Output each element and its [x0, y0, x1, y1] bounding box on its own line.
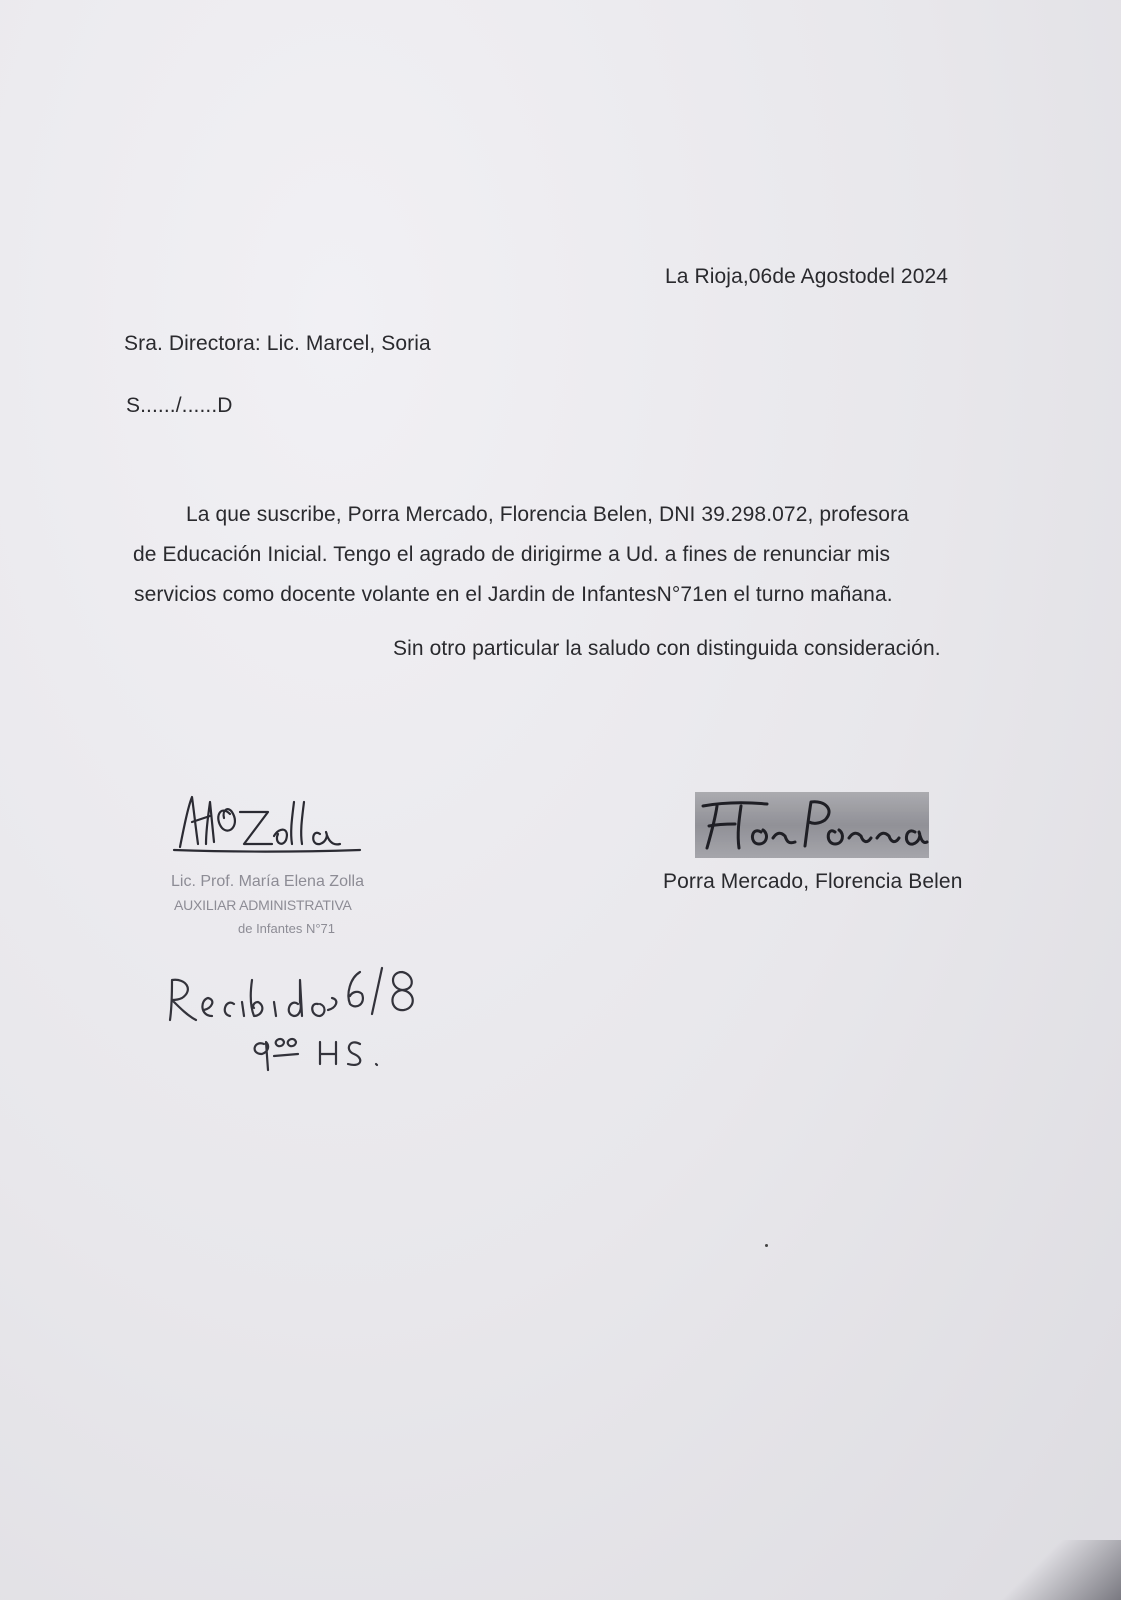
salutation-line: S....../......D — [126, 394, 233, 417]
received-note-handwriting — [150, 960, 450, 1080]
applicant-signature — [695, 792, 929, 858]
body-line-3: servicios como docente volante en el Jardin de InfantesN°71en el turno mañana. — [134, 583, 893, 606]
body-line-1: La que suscribe, Porra Mercado, Florencia Belen, DNI 39.298.072, profesora — [186, 503, 909, 526]
stamp-name: Lic. Prof. María Elena Zolla — [171, 873, 364, 890]
date-line: La Rioja,06de Agostodel 2024 — [665, 265, 949, 288]
paper-speck — [765, 1244, 768, 1247]
stamp-role: AUXILIAR ADMINISTRATIVA — [174, 897, 352, 913]
page-shadow — [981, 1540, 1121, 1600]
applicant-name: Porra Mercado, Florencia Belen — [663, 870, 963, 893]
administrator-signature — [170, 792, 370, 862]
stamp-institution: de Infantes N°71 — [238, 921, 335, 936]
recipient-line: Sra. Directora: Lic. Marcel, Soria — [124, 332, 431, 355]
closing-line: Sin otro particular la saludo con distinguida consideración. — [393, 637, 941, 660]
body-line-2: de Educación Inicial. Tengo el agrado de dirigirme a Ud. a fines de renunciar mis — [133, 543, 891, 566]
